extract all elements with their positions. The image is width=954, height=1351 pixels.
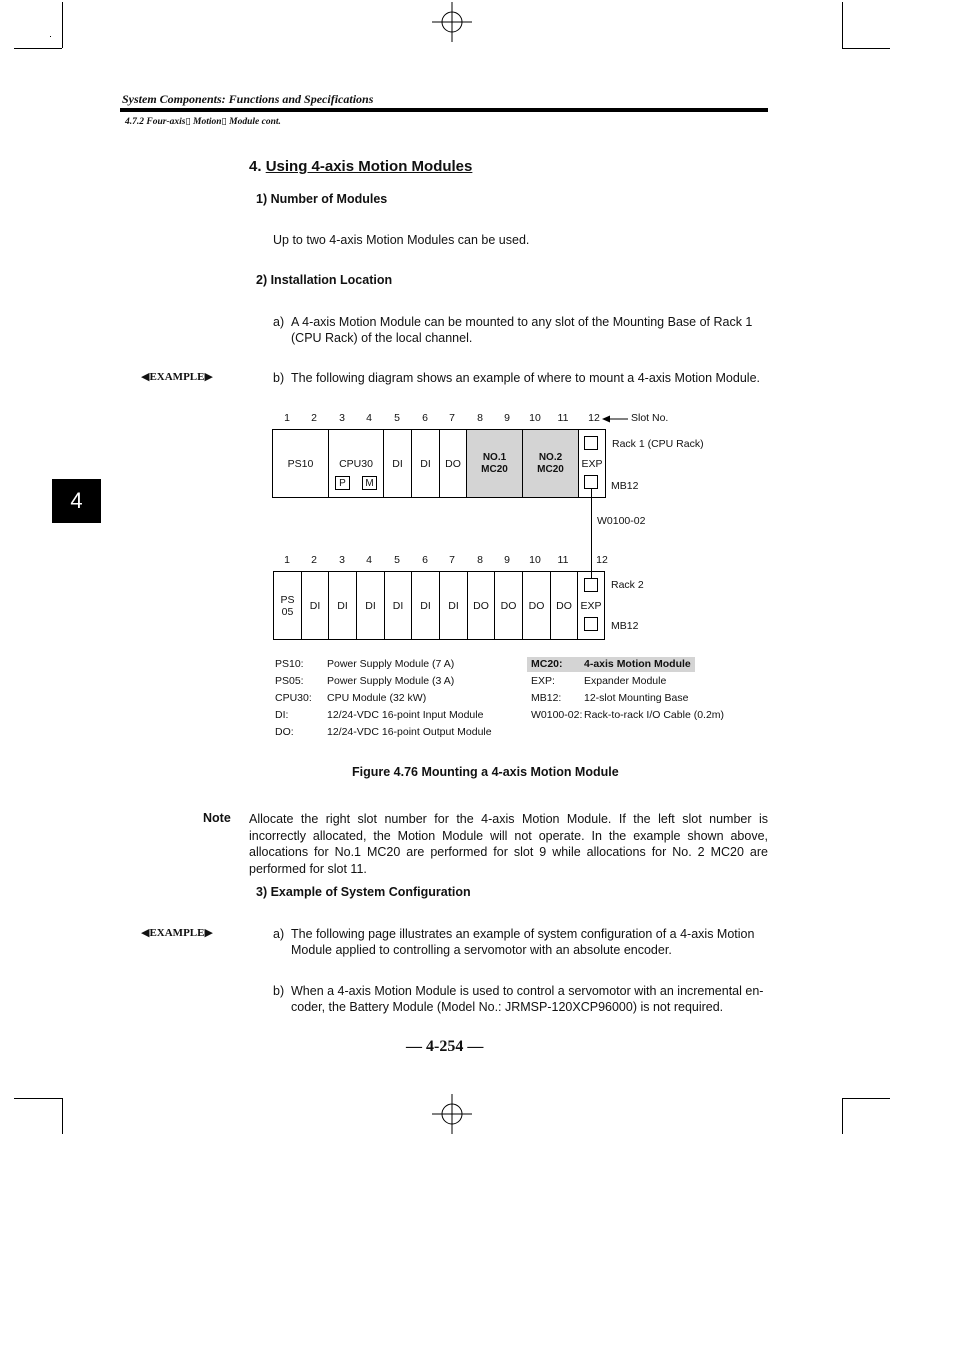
rack2-base-label: MB12 — [611, 620, 639, 632]
sub2-a-line2: (CPU Rack) of the local channel. — [291, 331, 473, 345]
legend-abbr: MC20: — [531, 658, 563, 670]
legend-desc: Power Supply Module (7 A) — [327, 658, 455, 670]
legend-abbr: MB12: — [531, 692, 562, 704]
module-label: DI — [365, 599, 376, 612]
slot-number: 11 — [557, 412, 569, 424]
note-text: Allocate the right slot number for the 4-axis Motion Module. If the left slot number is incorrectly allocated, the Motion Module will not operate. In the example shown above, allocations for No.1 MC20 are performed for slot 9 while allocations for No. 2 MC20 are performed for slot 11. — [249, 812, 768, 876]
slot-number: 2 — [311, 412, 317, 424]
slot-number: 7 — [449, 412, 455, 424]
module-label: CPU30 — [339, 457, 373, 470]
module-label: DI — [309, 599, 321, 612]
slot-number: 3 — [339, 412, 345, 424]
legend-abbr: CPU30: — [275, 692, 312, 704]
rack2-mounting-base — [273, 571, 605, 640]
legend-desc: Rack-to-rack I/O Cable (0.2m) — [584, 709, 725, 721]
slot-number: 8 — [477, 412, 483, 424]
cpu-p-button: P — [335, 476, 350, 490]
slot-number: 6 — [422, 412, 428, 424]
sub3-a-line2: Module applied to controlling a servomotor with an absolute encoder. — [291, 943, 672, 957]
sub-running-title: 4.7.2 Four-axis▯ Motion▯ Module cont. — [125, 117, 281, 127]
module-label: DO — [500, 599, 517, 612]
registration-mark-icon — [432, 1094, 472, 1134]
slot-number: 8 — [477, 554, 483, 566]
slot-number: 12 — [588, 412, 600, 424]
module-label: DI — [337, 599, 348, 612]
legend-desc: 12/24-VDC 16-point Output Module — [327, 726, 492, 738]
module-label: DO — [556, 599, 572, 612]
module-label: DI — [392, 599, 404, 612]
slot-number: 9 — [504, 554, 510, 566]
legend-desc: Power Supply Module (3 A) — [327, 675, 455, 687]
page-number: — 4-254 — — [406, 1038, 484, 1055]
module-label: DI — [420, 457, 431, 470]
slot-number: 2 — [311, 554, 317, 566]
legend-abbr: PS05: — [275, 675, 304, 687]
rack2-slot-do — [495, 572, 523, 639]
legend-abbr: DI: — [275, 709, 289, 721]
module-label: DI — [420, 599, 431, 612]
legend-desc: 12/24-VDC 16-point Input Module — [327, 709, 484, 721]
slot-number: 12 — [596, 554, 608, 566]
slot-number: 1 — [284, 554, 290, 566]
sub2-a-line1: A 4-axis Motion Module can be mounted to any slot of the Mounting Base of Rack 1 — [291, 315, 753, 329]
sub3-b-marker: b) — [273, 984, 285, 998]
sub1-heading: 1) Number of Modules — [256, 192, 388, 206]
rack1-slot-di — [412, 430, 440, 497]
sub1-text: Up to two 4-axis Motion Modules can be used. — [273, 233, 530, 247]
rack2-slot-ps05 — [274, 572, 302, 639]
rack2-slot-do — [468, 572, 495, 639]
section-title: Using 4-axis Motion Modules — [265, 158, 473, 175]
module-label: EXP — [580, 599, 602, 612]
example-label: ◀EXAMPLE▶ — [141, 927, 213, 939]
rack2-slot-di — [357, 572, 385, 639]
sub3-a-line1: The following page illustrates an example of system configuration of a 4-axis Motion — [291, 927, 755, 941]
rack2-slot-di — [385, 572, 412, 639]
module-label: DO — [445, 457, 461, 470]
sub2-b-marker: b) — [273, 371, 285, 385]
rack2-slot-di — [412, 572, 440, 639]
rack2-exp-connector-top — [584, 578, 598, 592]
rack1-mounting-base — [272, 429, 606, 498]
rack1-slot-do — [440, 430, 467, 497]
legend-desc: 4-axis Motion Module — [584, 658, 691, 670]
running-title: System Components: Functions and Specifications — [122, 92, 374, 106]
module-label: DI — [448, 599, 459, 612]
legend-desc: 12-slot Mounting Base — [584, 692, 689, 704]
legend-desc: Expander Module — [584, 675, 667, 687]
rack2-slot-do — [523, 572, 551, 639]
rack2-slot-do — [551, 572, 578, 639]
slot-number: 11 — [557, 554, 569, 566]
rack1-slot-di — [384, 430, 412, 497]
cable-label: W0100-02 — [597, 515, 646, 527]
rack1-label: Rack 1 (CPU Rack) — [612, 438, 704, 450]
slot-number: 10 — [529, 412, 541, 424]
rack1-slot-mc20-no1 — [467, 430, 523, 497]
module-label: PS 05 — [280, 593, 295, 618]
rack2-label: Rack 2 — [611, 579, 644, 591]
arrow-left-icon — [602, 414, 628, 424]
rack2-slot-di — [302, 572, 329, 639]
sub2-b-text: The following diagram shows an example of where to mount a 4-axis Motion Module. — [291, 371, 760, 385]
slot-number: 4 — [366, 412, 372, 424]
registration-mark-icon — [432, 2, 472, 42]
section-heading — [249, 158, 472, 175]
note-label: Note — [203, 811, 231, 825]
figure-caption: Figure 4.76 Mounting a 4-axis Motion Module — [352, 765, 619, 779]
legend-desc: CPU Module (32 kW) — [327, 692, 427, 704]
rack1-exp-connector-top — [584, 436, 598, 450]
sub2-a-marker: a) — [273, 315, 285, 329]
module-label: EXP — [581, 457, 603, 470]
rack1-base-label: MB12 — [611, 480, 639, 492]
slot-number: 5 — [394, 554, 400, 566]
rack2-slot-di — [329, 572, 357, 639]
sub3-heading: 3) Example of System Configuration — [256, 885, 471, 899]
legend-abbr: PS10: — [275, 658, 304, 670]
module-label: DI — [392, 457, 403, 470]
rack2-slot-di — [440, 572, 468, 639]
legend-abbr: EXP: — [531, 675, 555, 687]
module-label: PS10 — [287, 457, 314, 470]
slot-number: 4 — [366, 554, 372, 566]
slot-number: 1 — [284, 412, 290, 424]
section-number: 4. — [249, 158, 262, 175]
slot-no-label: Slot No. — [631, 412, 669, 424]
slot-number: 7 — [449, 554, 455, 566]
header-rule — [120, 108, 768, 112]
chapter-tab: 4 — [52, 479, 101, 523]
sub3-a-marker: a) — [273, 927, 285, 941]
rack2-exp-connector-bottom — [584, 617, 598, 631]
example-label: ◀EXAMPLE▶ — [141, 371, 213, 383]
slot-number: 5 — [394, 412, 400, 424]
module-label: NO.1 MC20 — [481, 451, 508, 475]
module-label: NO.2 MC20 — [537, 451, 564, 475]
cpu-m-button: M — [362, 476, 377, 490]
slot-number: 10 — [529, 554, 541, 566]
rack1-slot-mc20-no2 — [523, 430, 579, 497]
rack1-slot-cpu30 — [329, 430, 384, 497]
module-label: DO — [473, 599, 489, 612]
slot-number: 6 — [422, 554, 428, 566]
slot-number: 3 — [339, 554, 345, 566]
legend-abbr: W0100-02: — [531, 709, 583, 721]
slot-number: 9 — [504, 412, 510, 424]
sub3-b-line2: coder, the Battery Module (Model No.: JRMSP-120XCP96000) is not required. — [291, 1000, 724, 1014]
module-label: DO — [528, 599, 545, 612]
sub3-b-line1: When a 4-axis Motion Module is used to control a servomotor with an incremental en- — [291, 984, 764, 998]
rack1-exp-connector-bottom — [584, 475, 598, 489]
rack1-slot-ps10 — [273, 430, 329, 497]
sub2-heading: 2) Installation Location — [256, 273, 393, 287]
legend-abbr: DO: — [275, 726, 294, 738]
